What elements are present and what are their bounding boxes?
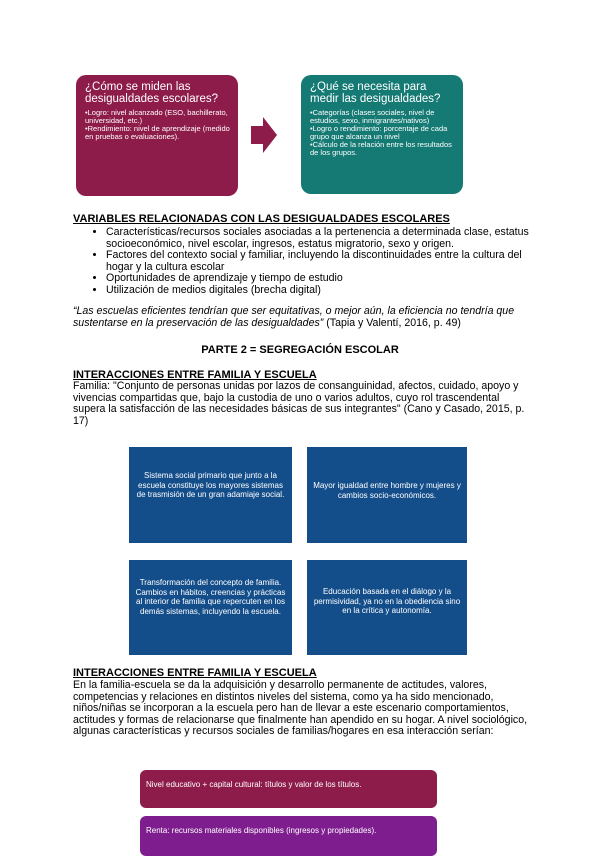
card-how-measure <box>76 75 238 196</box>
bar-income: Renta: recursos materiales disponibles (ingresos y propiedades). <box>140 816 437 856</box>
quote-text: “Las escuelas eficientes tendrían que ser equitativas, o mejor aún, la eficiencia no tendría que sustentarse en la preservación de las desigualdades” <box>73 305 515 329</box>
list-item: • Logro: nivel alcanzado (ESO, bachillerato, universidad, etc.) <box>85 109 232 125</box>
card-what-needed-list <box>310 109 457 157</box>
quote <box>73 306 533 329</box>
arrow-right-icon <box>251 117 277 153</box>
card-how-measure-title: ¿Cómo se miden las desigualdades escolares? <box>85 81 218 105</box>
list-item: • Logro o rendimiento: porcentaje de cada grupo que alcanza un nivel <box>310 125 457 141</box>
section2-heading: INTERACCIONES ENTRE FAMILIA Y ESCUELA <box>73 667 317 679</box>
variables-heading: VARIABLES RELACIONADAS CON LAS DESIGUALDADES ESCOLARES <box>73 213 450 225</box>
card-what-needed <box>301 75 463 194</box>
box-primary-system: Sistema social primario que junto a la escuela constituye los mayores sistemas de trasmisión de un gran adamiaje social. <box>129 447 292 543</box>
list-item: • Factores del contexto social y familiar, incluyendo la discontinuidades entre la cultura del hogar y la cultura escolar <box>106 250 546 273</box>
list-item: • Categorías (clases sociales, nivel de estudios, sexo, inmigrantes/nativos) <box>310 109 457 125</box>
box-dialogue-education: Educación basada en el diálogo y la permisividad, ya no en la obediencia sino en la crítica y autonomía. <box>307 560 467 655</box>
list-item: • Características/recursos sociales asociadas a la pertenencia a determinada clase, estatus socioeconómico, nivel escolar, ingresos, estatus migratorio, sexo y origen. <box>106 227 546 250</box>
section2-text: En la familia-escuela se da la adquisición y desarrollo permanente de actitudes, valores, competencias y relaciones en distintos niveles del sistema, como ya ha sido mencionado, niños/niñas se incorporan a la escuela pero han de llevar a este escenario comportamientos, actitudes y formas de relacionarse que finalmente han apendido en su hogar. A nivel sociológico, algunas características y recursos sociales de familias/hogares en esa interacción serían: <box>73 679 528 737</box>
section1-heading: INTERACCIONES ENTRE FAMILIA Y ESCUELA <box>73 369 317 381</box>
list-item: • Cálculo de la relación entre los resultados de los grupos. <box>310 141 457 157</box>
list-item: • Oportunidades de aprendizaje y tiempo de estudio <box>106 273 546 285</box>
card-what-needed-title: ¿Qué se necesita para medir las desigualdades? <box>310 81 441 105</box>
variables-list <box>78 227 546 296</box>
part2-title: PARTE 2 = SEGREGACIÓN ESCOLAR <box>201 344 399 356</box>
section1-text: Familia: "Conjunto de personas unidas por lazos de consanguinidad, afectos, cuidado, apoyo y vivencias compartidas que, bajo la custodia de uno o varios adultos, cuyo rol trascendental supera la satisfacción de las necesidades básicas de sus integrantes" (Cano y Casado, 2015, p. 17) <box>73 380 525 427</box>
bar-educational-level: Nivel educativo + capital cultural: títulos y valor de los títulos. <box>140 770 437 808</box>
quote-cite: (Tapia y Valentí, 2016, p. 49) <box>323 316 461 329</box>
box-equality: Mayor igualdad entre hombre y mujeres y cambios socio-económicos. <box>307 447 467 543</box>
box-family-transformation: Transformación del concepto de familia. Cambios en hábitos, creencias y prácticas al interior de familia que repercuten en los demás sistemas, incluyendo la escuela. <box>129 560 292 655</box>
card-how-measure-list <box>85 109 232 141</box>
list-item: • Rendimiento: nivel de aprendizaje (medido en pruebas o evaluaciones). <box>85 125 232 141</box>
list-item: • Utilización de medios digitales (brecha digital) <box>106 285 546 297</box>
